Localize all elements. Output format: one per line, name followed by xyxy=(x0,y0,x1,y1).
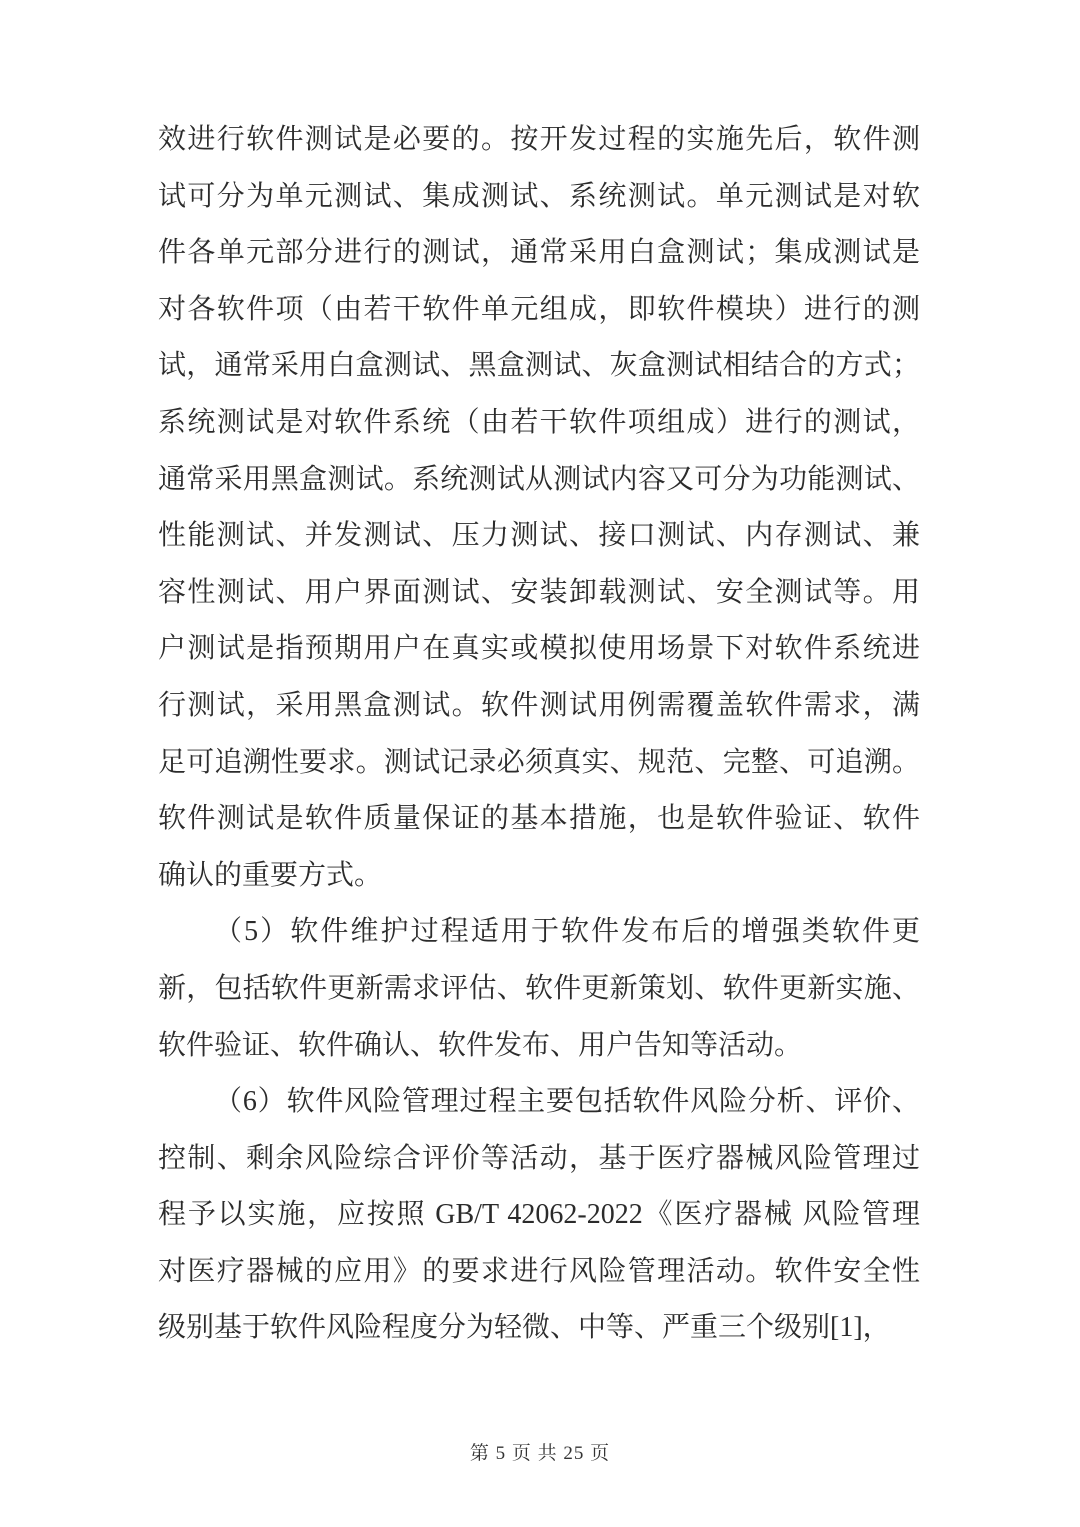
text-line: 足可追溯性要求。测试记录必须真实、规范、完整、可追溯。 xyxy=(158,746,920,778)
text-line: 对各软件项（由若干软件单元组成，即软件模块）进行的测 xyxy=(158,293,920,325)
text-line: （6）软件风险管理过程主要包括软件风险分析、评价、 xyxy=(214,1086,920,1118)
text-line: 软件测试是软件质量保证的基本措施，也是软件验证、软件 xyxy=(158,803,920,835)
text-line: 级别基于软件风险程度分为轻微、中等、严重三个级别[1]， xyxy=(158,1312,891,1344)
text-line: 通常采用黑盒测试。系统测试从测试内容又可分为功能测试、 xyxy=(158,463,920,495)
text-line: 确认的重要方式。 xyxy=(158,859,383,891)
text-line: 件各单元部分进行的测试，通常采用白盒测试；集成测试是 xyxy=(158,237,920,269)
text-line: （5）软件维护过程适用于软件发布后的增强类软件更 xyxy=(214,916,920,948)
text-body xyxy=(158,112,920,1357)
text-line: 试，通常采用白盒测试、黑盒测试、灰盒测试相结合的方式； xyxy=(158,350,920,382)
page-footer xyxy=(0,1438,1080,1465)
text-line: 软件验证、软件确认、软件发布、用户告知等活动。 xyxy=(158,1029,803,1061)
text-line: 试可分为单元测试、集成测试、系统测试。单元测试是对软 xyxy=(158,180,920,212)
text-line: 行测试，采用黑盒测试。软件测试用例需覆盖软件需求，满 xyxy=(158,689,920,721)
text-line: 程予以实施，应按照 GB/T 42062-2022《医疗器械 风险管理 xyxy=(158,1199,920,1231)
text-line: 控制、剩余风险综合评价等活动，基于医疗器械风险管理过 xyxy=(158,1142,920,1174)
page-number-label: 第 5 页 共 25 页 xyxy=(469,1443,611,1464)
text-line: 系统测试是对软件系统（由若干软件项组成）进行的测试， xyxy=(158,406,920,438)
text-line: 对医疗器械的应用》的要求进行风险管理活动。软件安全性 xyxy=(158,1255,920,1287)
text-line: 性能测试、并发测试、压力测试、接口测试、内存测试、兼 xyxy=(158,520,920,552)
text-line: 户测试是指预期用户在真实或模拟使用场景下对软件系统进 xyxy=(158,633,920,665)
text-line: 新，包括软件更新需求评估、软件更新策划、软件更新实施、 xyxy=(158,972,920,1004)
text-line: 容性测试、用户界面测试、安装卸载测试、安全测试等。用 xyxy=(158,576,920,608)
text-line: 效进行软件测试是必要的。按开发过程的实施先后，软件测 xyxy=(158,124,920,155)
